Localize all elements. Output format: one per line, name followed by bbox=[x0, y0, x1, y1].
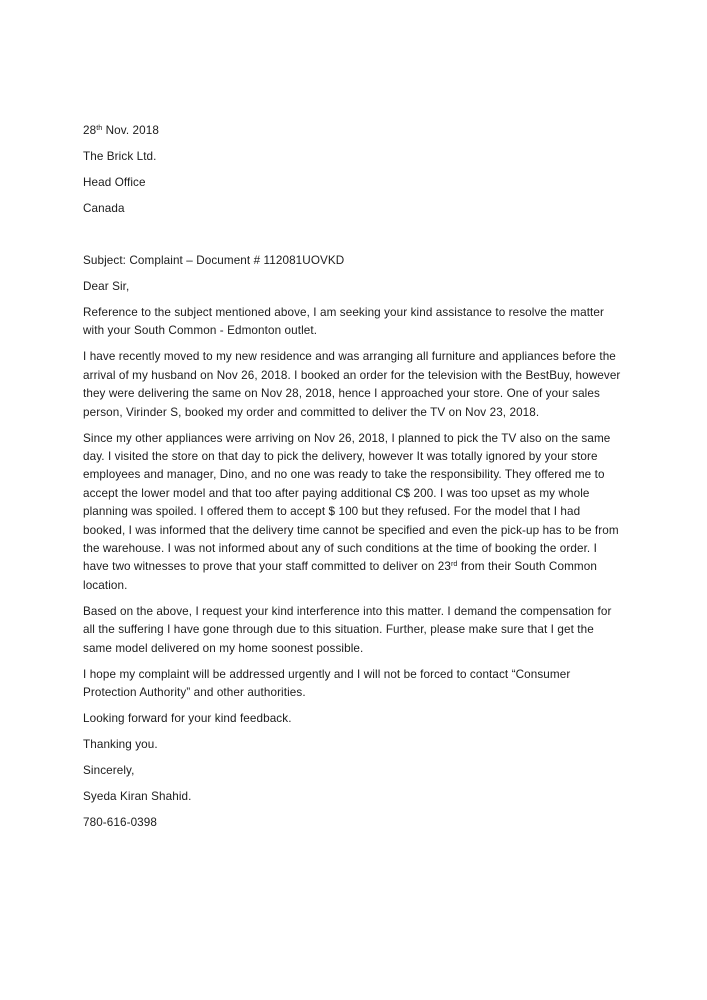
recipient-office: Head Office bbox=[83, 176, 146, 189]
body-paragraph-1: Reference to the subject mentioned above, I am seeking your kind assistance to resolve the matter with your South Common - Edmonton outlet. bbox=[83, 306, 604, 338]
body-paragraph-3-text: Since my other appliances were arriving on Nov 26, 2018, I planned to pick the TV also on the same day. I visited the store on that day to pick the delivery, however It was totally ignored by your store employees and manager, Dino, and no one was ready to take the responsibility. They offered me to accept the lower model and that too after paying additional C$ 200. I was too upset as my whole planning was spoiled. I offered them to accept $ 100 but they refused. For the model that I had booked, I was informed that the delivery time cannot be specified and even the pick-up has to be from the warehouse. I was not informed about any of such conditions at the time of booking the order. I have two witnesses to prove that your staff committed to deliver on 23 bbox=[83, 431, 619, 574]
recipient-country: Canada bbox=[83, 202, 125, 215]
body-paragraph-3 bbox=[83, 430, 625, 596]
body-paragraph-3-tail: from their South Common location. bbox=[83, 560, 597, 592]
body-paragraph-2: I have recently moved to my new residence and was arranging all furniture and appliances before the arrival of my husband on Nov 26, 2018. I booked an order for the television with the BestBuy, however they were delivering the same on Nov 28, 2018, hence I approached your store. One of your sales person, Virinder S, booked my order and committed to deliver the TV on Nov 23, 2018. bbox=[83, 350, 621, 419]
body-paragraph-3-ordinal: rd bbox=[450, 559, 458, 569]
valediction: Sincerely, bbox=[83, 764, 135, 778]
signature-name: Syeda Kiran Shahid. bbox=[83, 790, 192, 804]
blank-line bbox=[83, 226, 625, 252]
subject-line: Subject: Complaint – Document # 112081UOVKD bbox=[83, 254, 345, 267]
letter-content bbox=[83, 122, 625, 840]
letter-date-day: 28 bbox=[83, 124, 97, 137]
salutation: Dear Sir, bbox=[83, 280, 130, 293]
body-paragraph-6: Looking forward for your kind feedback. bbox=[83, 712, 292, 726]
signature-phone: 780-616-0398 bbox=[83, 816, 157, 830]
body-paragraph-7: Thanking you. bbox=[83, 738, 158, 752]
recipient-company: The Brick Ltd. bbox=[83, 150, 157, 163]
letter-date-rest: Nov. 2018 bbox=[102, 124, 159, 137]
letter-date-ordinal: th bbox=[96, 123, 103, 132]
body-paragraph-5: I hope my complaint will be addressed urgently and I will not be forced to contact “Consumer Protection Authority” and other authorities. bbox=[83, 667, 571, 700]
letter-date bbox=[83, 122, 625, 140]
body-paragraph-4: Based on the above, I request your kind interference into this matter. I demand the compensation for all the suffering I have gone through due to this situation. Further, please make sure that I get the same model delivered on my home soonest possible. bbox=[83, 604, 612, 655]
